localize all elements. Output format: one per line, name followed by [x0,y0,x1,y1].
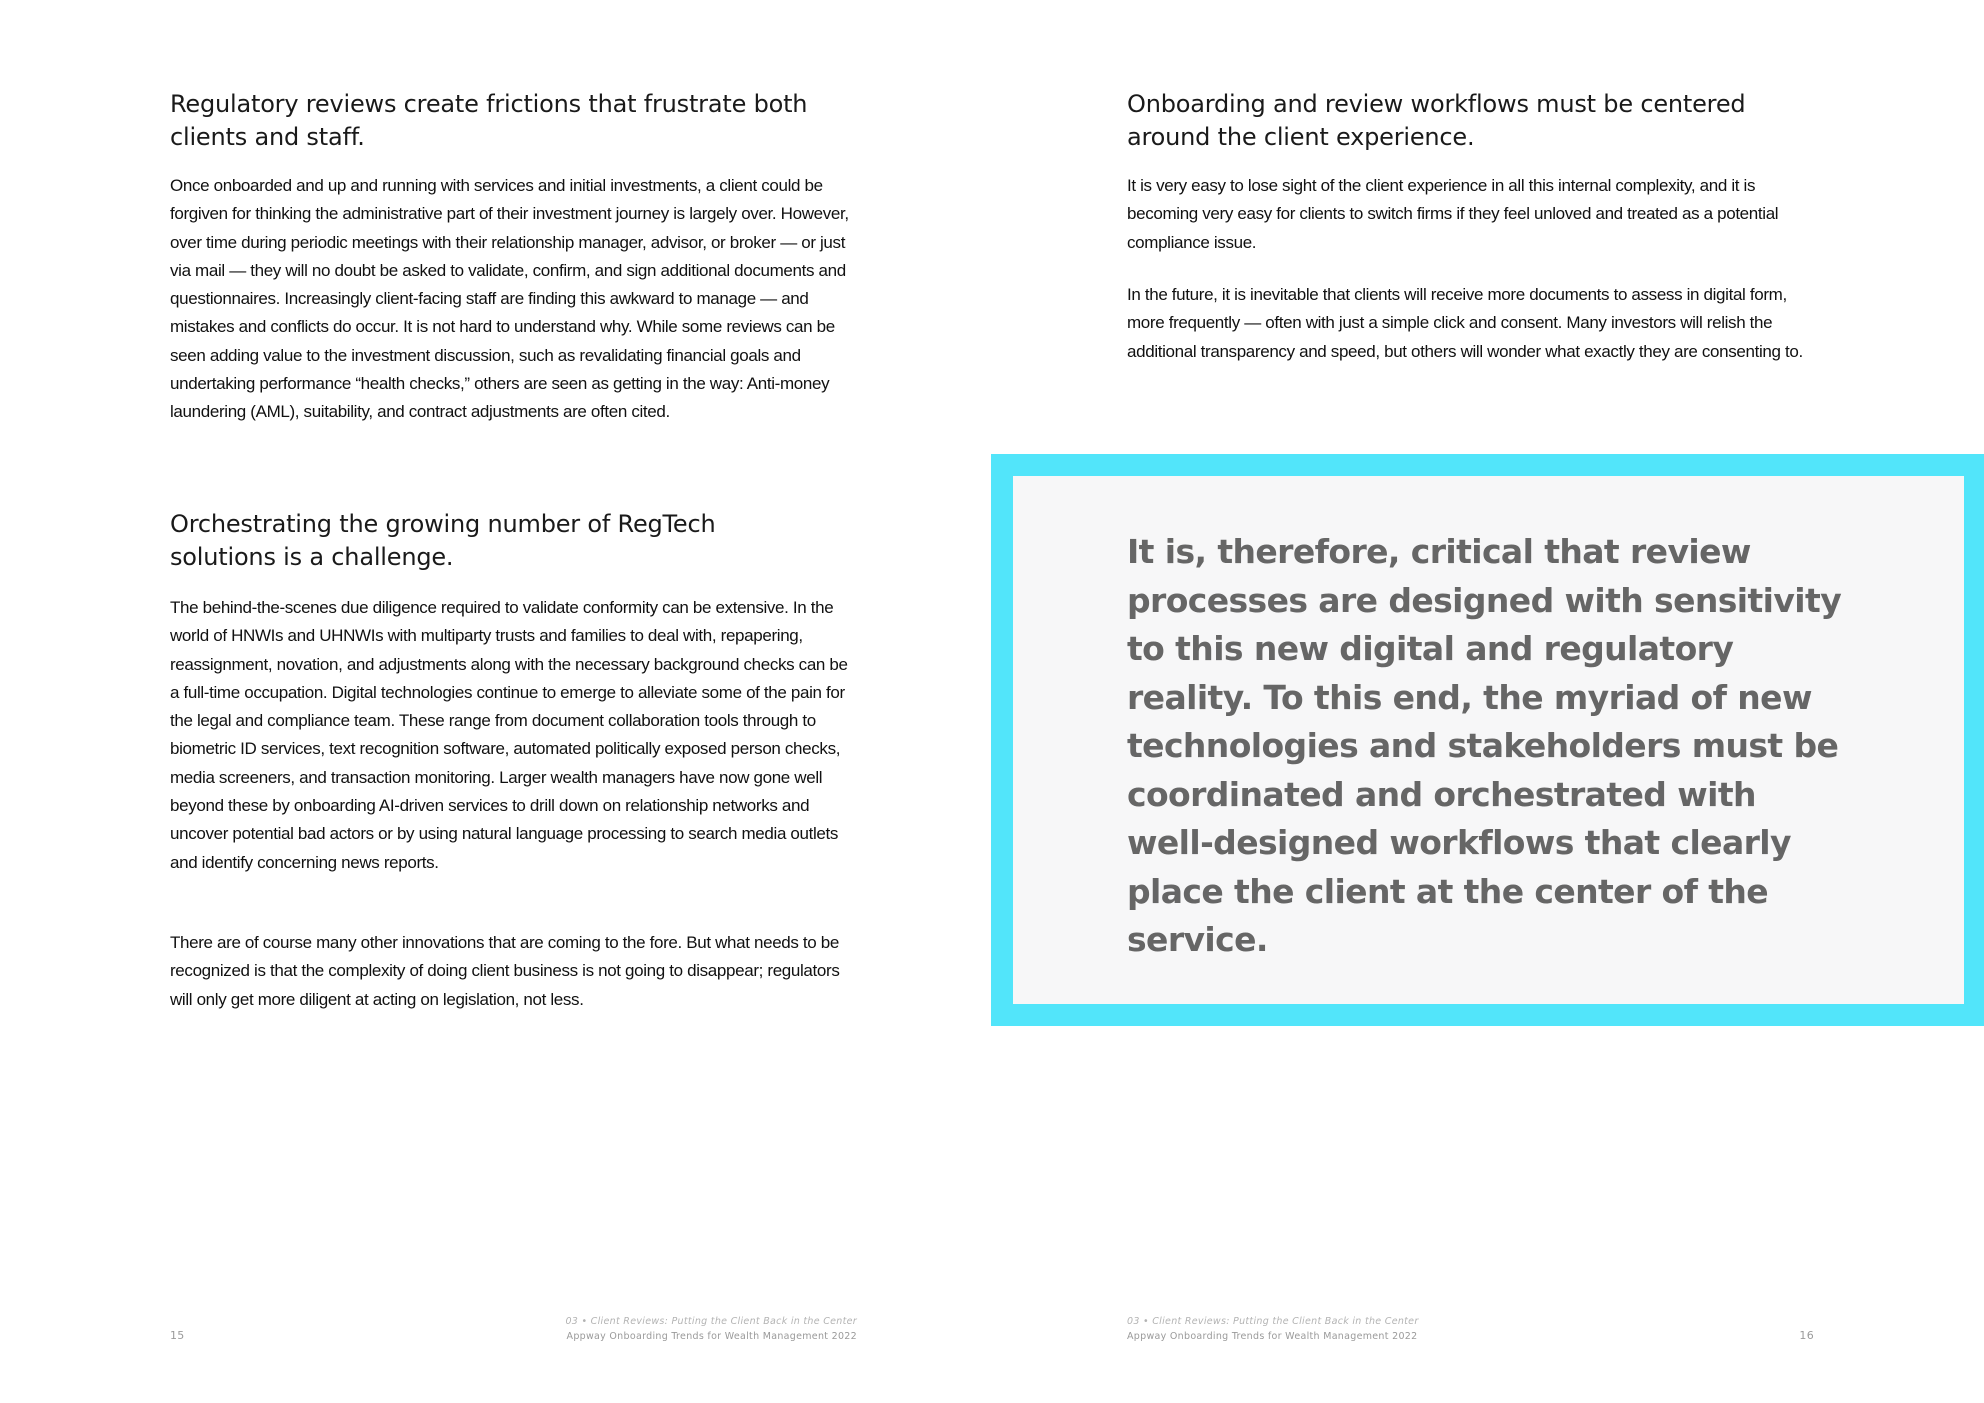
footer-section-right: 03 • Client Reviews: Putting the Client Back in the Center [1127,1316,1419,1327]
section-heading-client-experience: Onboarding and review workflows must be centered around the client experience. [1127,90,1746,151]
pull-quote-text: It is, therefore, critical that review processes are designed with sensitivity to this new digital and regulatory reality. To this end, the myriad of new technologies and stakeholders must be coordinated and orchestrated with well-designed workflows that clearly place the client at the center of the service. [1127,532,1842,959]
paragraph-regtech-due-diligence: The behind-the-scenes due diligence required to validate conformity can be extensive. In the world of HNWIs and UHNWIs with multiparty trusts and families to deal with, repapering, reassignment, novation, and adjustments along with the necessary background checks can be a full-time occupation. Digital technologies continue to emerge to alleviate some of the pain for the legal and compliance team. These range from document collaboration tools through to biometric ID services, text recognition software, automated politically exposed person checks, media screeners, and transaction monitoring. Larger wealth managers have now gone well beyond these by onboarding AI-driven services to drill down on relationship networks and uncover potential bad actors or by using natural language processing to search media outlets and identify concerning news reports. [170,598,848,872]
paragraph-regulatory-reviews: Once onboarded and up and running with services and initial investments, a client could be forgiven for thinking the administrative part of their investment journey is largely over. However, over time during periodic meetings with their relationship manager, advisor, or broker — or just via mail — they will no doubt be asked to validate, confirm, and sign additional documents and questionnaires. Increasingly client-facing staff are finding this awkward to manage — and mistakes and conflicts do occur. It is not hard to understand why. While some reviews can be seen adding value to the investment discussion, such as revalidating financial goals and undertaking performance “health checks,” others are seen as getting in the way: Anti-money laundering (AML), suitability, and contract adjustments are often cited. [170,176,849,422]
section-heading-regulatory-reviews: Regulatory reviews create frictions that frustrate both clients and staff. [170,90,808,151]
footer-publication-right: Appway Onboarding Trends for Wealth Management 2022 [1127,1331,1418,1342]
page-number-right: 16 [1799,1329,1814,1342]
footer-publication-left: Appway Onboarding Trends for Wealth Management 2022 [566,1331,857,1342]
section-heading-regtech: Orchestrating the growing number of RegTech solutions is a challenge. [170,510,716,571]
footer-section-left: 03 • Client Reviews: Putting the Client Back in the Center [565,1316,857,1327]
page-number-left: 15 [170,1329,185,1342]
paragraph-client-experience-1: It is very easy to lose sight of the client experience in all this internal complexity, and it is becoming very easy for clients to switch firms if they feel unloved and treated as a potential compliance issue. [1127,176,1779,252]
paragraph-client-experience-2: In the future, it is inevitable that clients will receive more documents to assess in digital form, more frequently — often with just a simple click and consent. Many investors will relish the additional transparency and speed, but others will wonder what exactly they are consenting to. [1127,285,1803,361]
paragraph-regtech-innovations: There are of course many other innovations that are coming to the fore. But what needs to be recognized is that the complexity of doing client business is not going to disappear; regulators will only get more diligent at acting on legislation, not less. [170,933,840,1009]
